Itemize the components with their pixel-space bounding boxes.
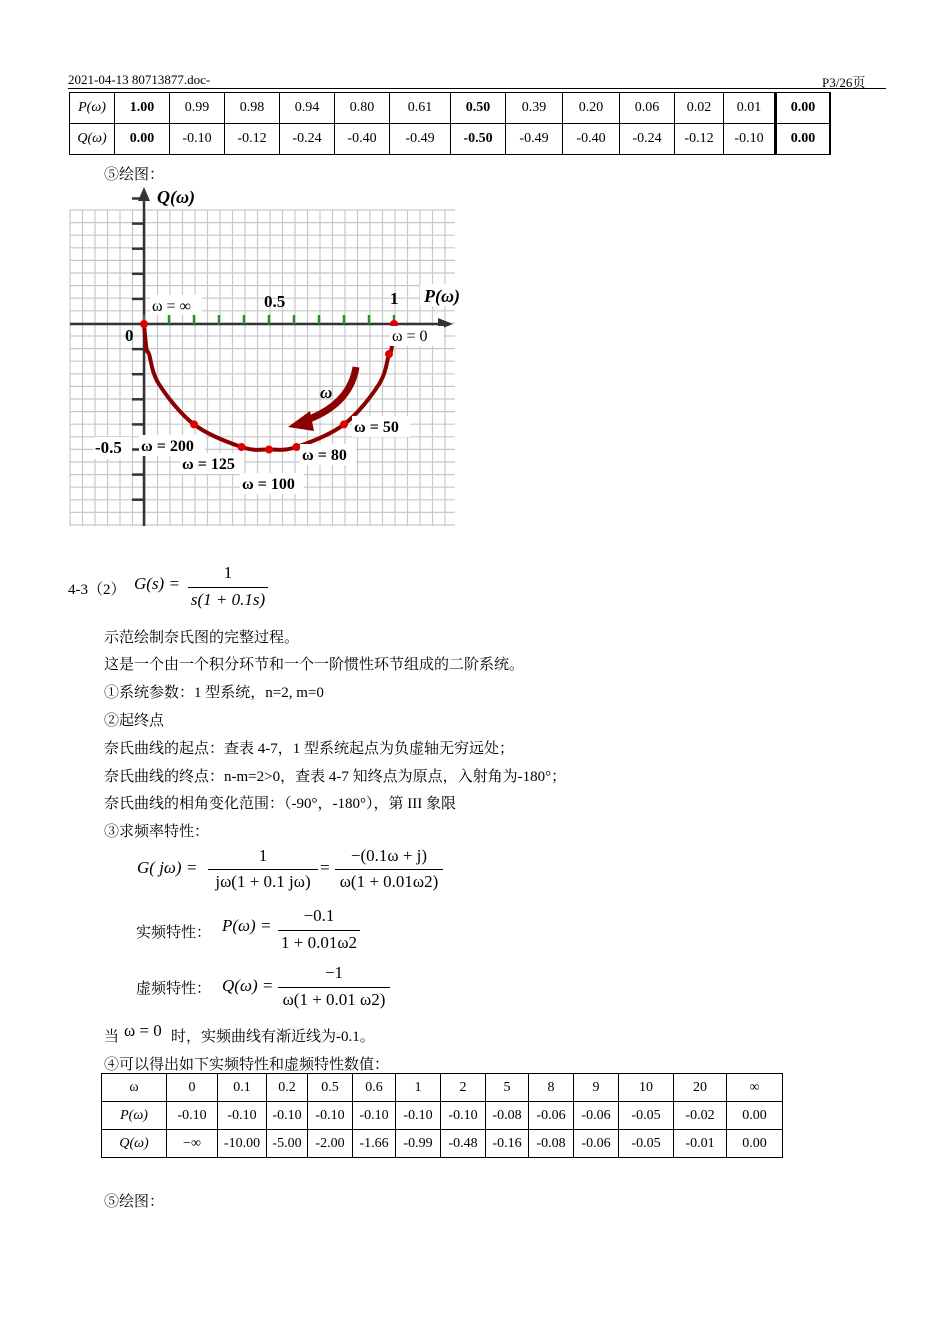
real-numerator: −0.1 — [303, 906, 335, 925]
curve-point — [293, 443, 301, 451]
table-cell: -0.05 — [619, 1130, 674, 1158]
text-line-3: ①系统参数：1 型系统，n=2, m=0 — [104, 685, 324, 701]
header-left: 2021-04-13 80713877.doc- — [68, 72, 211, 87]
table-cell: -0.08 — [529, 1130, 574, 1158]
curve-point — [385, 350, 393, 358]
table-cell: 0.6 — [353, 1074, 396, 1102]
label-w-50: ω = 50 — [354, 419, 399, 436]
curve-point — [238, 443, 246, 451]
table-cell: -0.24 — [620, 124, 675, 155]
gjw-num-1: 1 — [258, 846, 268, 865]
header-right: P3/26页 — [822, 75, 866, 90]
table-cell: 0.61 — [390, 93, 451, 124]
curve-point — [190, 420, 198, 428]
table-row-q — [70, 124, 831, 155]
g-fraction-bar — [188, 587, 268, 588]
table-cell: -0.12 — [225, 124, 280, 155]
imag-numerator: −1 — [324, 963, 344, 982]
problem-number: 4-3（2） — [68, 582, 126, 598]
table-cell: 1 — [396, 1074, 441, 1102]
table-cell: -0.05 — [619, 1102, 674, 1130]
table-intro: ④可以得出如下实频特性和虚频特性数值： — [104, 1057, 390, 1073]
gjw-den-1: jω(1 + 0.1 jω) — [215, 872, 311, 891]
table-cell: 0.06 — [620, 93, 675, 124]
arrow-head-icon — [288, 411, 314, 431]
table-cell: -0.10 — [353, 1102, 396, 1130]
header-divider — [68, 88, 886, 89]
table-cell: -0.10 — [170, 124, 225, 155]
table-cell: 0 — [167, 1074, 218, 1102]
table-cell: -2.00 — [308, 1130, 353, 1158]
table-cell: 2 — [441, 1074, 486, 1102]
label-w-100: ω = 100 — [242, 476, 295, 493]
label-w-0: ω = 0 — [392, 328, 428, 345]
gjw-lhs: G( jω) = — [137, 858, 198, 877]
table-cell: -5.00 — [267, 1130, 308, 1158]
table-cell: -0.49 — [390, 124, 451, 155]
label-w-inf: ω = ∞ — [152, 298, 191, 315]
gjw-bar-1 — [208, 869, 318, 870]
table-cell: -0.02 — [674, 1102, 727, 1130]
table-cell: -0.24 — [280, 124, 335, 155]
text-line-5: 奈氏曲线的起点：查表 4-7，1 型系统起点为负虚轴无穷远处； — [104, 741, 514, 757]
plot-caption-2: ⑤绘图： — [104, 1194, 165, 1210]
table-cell: -0.40 — [335, 124, 390, 155]
real-denominator: 1 + 0.01ω2 — [280, 933, 358, 952]
table-cell: −∞ — [167, 1130, 218, 1158]
g-denominator: s(1 + 0.1s) — [190, 590, 266, 609]
gjw-den-2: ω(1 + 0.01ω2) — [339, 872, 439, 891]
table-cell: -0.08 — [486, 1102, 529, 1130]
table-cell: -0.50 — [451, 124, 506, 155]
real-lhs: P(ω) = — [222, 916, 272, 935]
table-cell: -0.12 — [675, 124, 724, 155]
x-axis-label: P(ω) — [424, 286, 460, 306]
table-cell: -0.10 — [396, 1102, 441, 1130]
row-header-p: P(ω) — [70, 93, 115, 124]
table-row-p — [102, 1102, 783, 1130]
g-lhs: G(s) = — [134, 574, 180, 593]
table-cell: ∞ — [727, 1074, 783, 1102]
table-cell: -0.06 — [574, 1130, 619, 1158]
table-cell: 0.39 — [506, 93, 563, 124]
curve-point — [140, 320, 148, 328]
table-cell: 0.20 — [563, 93, 620, 124]
asymptote-prefix: 当 — [104, 1029, 120, 1045]
label-w-80: ω = 80 — [302, 447, 347, 464]
table-cell: 9 — [574, 1074, 619, 1102]
table-cell: 0.00 — [115, 124, 170, 155]
table-cell: -0.10 — [724, 124, 776, 155]
gjw-bar-2 — [335, 869, 443, 870]
label-w-125: ω = 125 — [182, 456, 235, 473]
table-cell: 1.00 — [115, 93, 170, 124]
table-cell: 0.94 — [280, 93, 335, 124]
row-header-q: Q(ω) — [102, 1130, 167, 1158]
table-cell: 0.01 — [724, 93, 776, 124]
table-cell: -1.66 — [353, 1130, 396, 1158]
table-row-q — [102, 1130, 783, 1158]
origin-label: 0 — [125, 326, 134, 345]
curve-point — [265, 446, 273, 454]
table-cell: -0.10 — [167, 1102, 218, 1130]
table-cell: 20 — [674, 1074, 727, 1102]
table-cell: -10.00 — [218, 1130, 267, 1158]
asymptote-text: 时，实频曲线有渐近线为-0.1。 — [171, 1029, 375, 1045]
table-cell: 0.00 — [727, 1130, 783, 1158]
table-cell: -0.06 — [529, 1102, 574, 1130]
table-cell: -0.10 — [308, 1102, 353, 1130]
table-cell: 0.50 — [451, 93, 506, 124]
text-line-4: ②起终点 — [104, 713, 165, 729]
imag-label: 虚频特性： — [136, 981, 212, 997]
gjw-num-2: −(0.1ω + j) — [350, 846, 428, 865]
text-line-8: ③求频率特性： — [104, 824, 210, 840]
asymptote-eq: ω = 0 — [124, 1021, 162, 1040]
table-cell: 0.80 — [335, 93, 390, 124]
y-axis-label: Q(ω) — [157, 187, 196, 207]
text-line-1: 示范绘制奈氏图的完整过程。 — [104, 630, 300, 646]
table-cell: 0.02 — [675, 93, 724, 124]
row-header-q: Q(ω) — [70, 124, 115, 155]
text-line-7: 奈氏曲线的相角变化范围：（-90°，-180°），第 III 象限 — [104, 796, 456, 812]
omega-arrow-label: ω — [320, 383, 333, 402]
table-cell: -0.99 — [396, 1130, 441, 1158]
x-tick-label-one: 1 — [390, 289, 399, 308]
table-cell: -0.10 — [441, 1102, 486, 1130]
table-cell: -0.16 — [486, 1130, 529, 1158]
table-cell: 0.00 — [776, 93, 831, 124]
table-cell: 8 — [529, 1074, 574, 1102]
pq-table-1 — [69, 92, 831, 155]
label-w-200: ω = 200 — [141, 438, 194, 455]
table-cell: 0.2 — [267, 1074, 308, 1102]
table-cell: -0.10 — [218, 1102, 267, 1130]
nyquist-plot-1 — [68, 183, 462, 528]
table-cell: -0.10 — [267, 1102, 308, 1130]
curve-point — [340, 420, 348, 428]
text-line-6: 奈氏曲线的终点：n-m=2>0，查表 4-7 知终点为原点，入射角为-180°； — [104, 769, 567, 785]
imag-denominator: ω(1 + 0.01 ω2) — [282, 990, 386, 1009]
g-numerator: 1 — [223, 563, 233, 582]
imag-bar — [278, 987, 390, 988]
table-cell: 0.1 — [218, 1074, 267, 1102]
x-tick-label-half: 0.5 — [264, 292, 286, 311]
text-line-2: 这是一个由一个积分环节和一个一阶惯性环节组成的二阶系统。 — [104, 657, 525, 673]
plot-caption-1: ⑤绘图： — [104, 167, 165, 183]
table-cell: 0.00 — [727, 1102, 783, 1130]
row-header-p: P(ω) — [102, 1102, 167, 1130]
table-cell: -0.49 — [506, 124, 563, 155]
table-cell: 0.98 — [225, 93, 280, 124]
table-cell: -0.06 — [574, 1102, 619, 1130]
real-bar — [278, 930, 360, 931]
table-cell: 0.99 — [170, 93, 225, 124]
imag-lhs: Q(ω) = — [222, 976, 274, 995]
table-cell: -0.48 — [441, 1130, 486, 1158]
table-cell: -0.40 — [563, 124, 620, 155]
table-cell: 0.5 — [308, 1074, 353, 1102]
table-cell: 5 — [486, 1074, 529, 1102]
table-cell: -0.01 — [674, 1130, 727, 1158]
pq-table-2 — [101, 1073, 783, 1158]
table-cell: 0.00 — [776, 124, 831, 155]
row-header-w: ω — [102, 1074, 167, 1102]
table-cell: 10 — [619, 1074, 674, 1102]
real-label: 实频特性： — [136, 925, 212, 941]
y-tick-label-neg-half: -0.5 — [95, 438, 122, 457]
table-row-p — [70, 93, 831, 124]
gjw-equals: = — [320, 858, 330, 877]
table-row-w — [102, 1074, 783, 1102]
